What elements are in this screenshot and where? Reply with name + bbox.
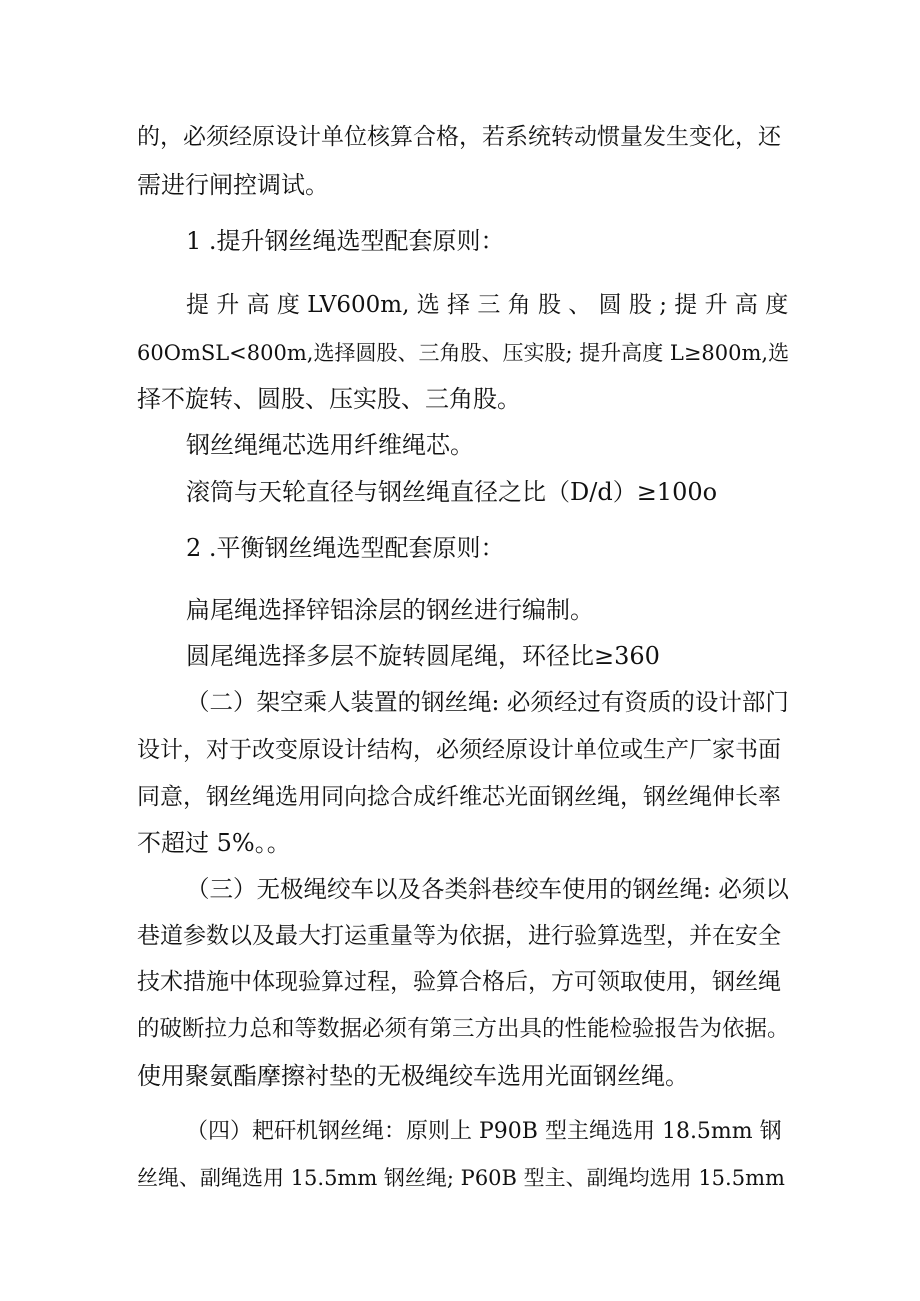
text-line: 同意，钢丝绳选用同向捻合成纤维芯光面钢丝绳，钢丝绳伸长率 [137,784,781,810]
text-line: 圆尾绳选择多层不旋转圆尾绳，环径比≥360 [186,642,660,670]
text-line: 使用聚氨酯摩擦衬垫的无极绳绞车选用光面钢丝绳。 [137,1062,689,1090]
text-line: 需进行闸控调试。 [137,171,329,199]
text-line: （二）架空乘人装置的钢丝绳: 必须经过有资质的设计部门 [186,688,789,716]
text-line: （四）耙矸机钢丝绳：原则上 P90B 型主绳选用 18.5mm 钢 [186,1119,782,1144]
text-line: 的破断拉力总和等数据必须有第三方出具的性能检验报告为依据。 [137,1016,790,1042]
text-line: 滚筒与天轮直径与钢丝绳直径之比（D/d）≥100o [186,478,718,506]
text-line: 不超过 5%。。 [137,829,291,857]
text-line: 2 .平衡钢丝绳选型配套原则： [186,534,505,562]
text-line: 丝绳、副绳选用 15.5mm 钢丝绳; P60B 型主、副绳均选用 15.5mm [137,1166,785,1190]
text-line: 提 升 高 度 LV600m, 选 择 三 角 股 、 圆 股 ; 提 升 高 度 [186,292,789,318]
text-line: 择不旋转、圆股、压实股、三角股。 [137,385,521,413]
text-line: （三）无极绳绞车以及各类斜巷绞车使用的钢丝绳: 必须以 [186,875,789,903]
text-line: 钢丝绳绳芯选用纤维绳芯。 [186,431,474,459]
text-line: 技术措施中体现验算过程，验算合格后，方可领取使用，钢丝绳 [137,969,781,995]
text-line: 扁尾绳选择锌铝涂层的钢丝进行编制。 [186,596,594,624]
text-line: 设计，对于改变原设计结构，必须经原设计单位或生产厂家书面 [137,737,781,763]
text-line: 的，必须经原设计单位核算合格，若系统转动惯量发生变化，还 [137,124,781,150]
text-line: 60OmSL<800m,选择圆股、三角股、压实股; 提升高度 L≥800m,选 [137,341,790,365]
text-line: 巷道参数以及最大打运重量等为依据，进行验算选型，并在安全 [137,923,781,949]
text-line: 1 .提升钢丝绳选型配套原则： [186,227,505,255]
